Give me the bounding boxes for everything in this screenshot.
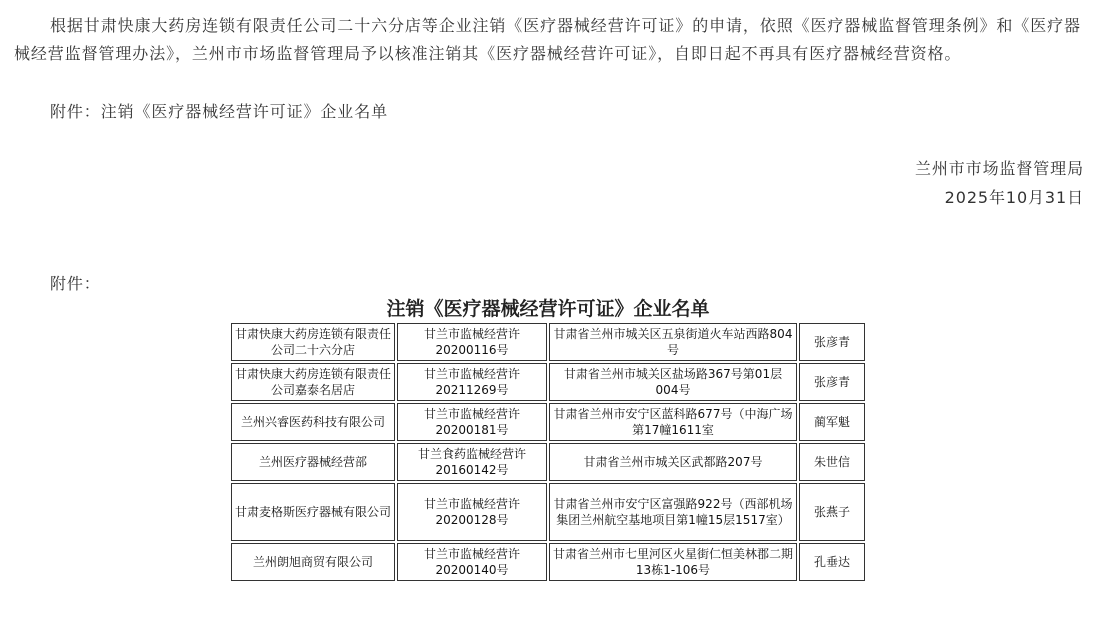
company-cell: 甘肃快康大药房连锁有限责任公司二十六分店 (231, 323, 395, 361)
signature-organization: 兰州市市场监督管理局 (914, 159, 1084, 178)
person-cell: 朱世信 (799, 443, 865, 481)
company-cell: 兰州医疗器械经营部 (231, 443, 395, 481)
signature-date: 2025年10月31日 (944, 188, 1084, 207)
table-row (231, 483, 865, 541)
address-cell: 甘肃省兰州市安宁区蓝科路677号（中海广场第17幢1611室 (549, 403, 797, 441)
address-cell: 甘肃省兰州市城关区五泉街道火车站西路804号 (549, 323, 797, 361)
table-row (231, 403, 865, 441)
table-row (231, 543, 865, 581)
license-cell: 甘兰食药监械经营许20160142号 (397, 443, 547, 481)
address-cell: 甘肃省兰州市安宁区富强路922号（西部机场集团兰州航空基地项目第1幢15层1517室） (549, 483, 797, 541)
license-cell: 甘兰市监械经营许20200116号 (397, 323, 547, 361)
person-cell: 孔垂达 (799, 543, 865, 581)
person-cell: 张彦青 (799, 363, 865, 401)
company-cell: 兰州朗旭商贸有限公司 (231, 543, 395, 581)
attachment-reference: 附件：注销《医疗器械经营许可证》企业名单 (50, 102, 389, 121)
address-cell: 甘肃省兰州市城关区盐场路367号第01层004号 (549, 363, 797, 401)
person-cell: 张燕子 (799, 483, 865, 541)
address-cell: 甘肃省兰州市城关区武都路207号 (549, 443, 797, 481)
enterprise-list-table (229, 321, 867, 583)
person-cell: 蔺军魁 (799, 403, 865, 441)
company-cell: 甘肃麦格斯医疗器械有限公司 (231, 483, 395, 541)
license-cell: 甘兰市监械经营许20200140号 (397, 543, 547, 581)
table-row (231, 363, 865, 401)
license-cell: 甘兰市监械经营许20211269号 (397, 363, 547, 401)
attachment-label: 附件： (50, 274, 101, 293)
address-cell: 甘肃省兰州市七里河区火星街仁恒美林郡二期13栋1-106号 (549, 543, 797, 581)
license-cell: 甘兰市监械经营许20200181号 (397, 403, 547, 441)
table-row (231, 323, 865, 361)
license-cell: 甘兰市监械经营许20200128号 (397, 483, 547, 541)
notice-paragraph: 根据甘肃快康大药房连锁有限责任公司二十六分店等企业注销《医疗器械经营许可证》的申请，依照《医疗器械监督管理条例》和《医疗器械经营监督管理办法》，兰州市市场监督管理局予以核准注销其《医疗器械经营许可证》，自即日起不再具有医疗器械经营资格。 (14, 16, 1081, 63)
company-cell: 兰州兴睿医药科技有限公司 (231, 403, 395, 441)
table-row (231, 443, 865, 481)
person-cell: 张彦青 (799, 323, 865, 361)
table-title: 注销《医疗器械经营许可证》企业名单 (386, 298, 710, 320)
company-cell: 甘肃快康大药房连锁有限责任公司嘉泰名居店 (231, 363, 395, 401)
